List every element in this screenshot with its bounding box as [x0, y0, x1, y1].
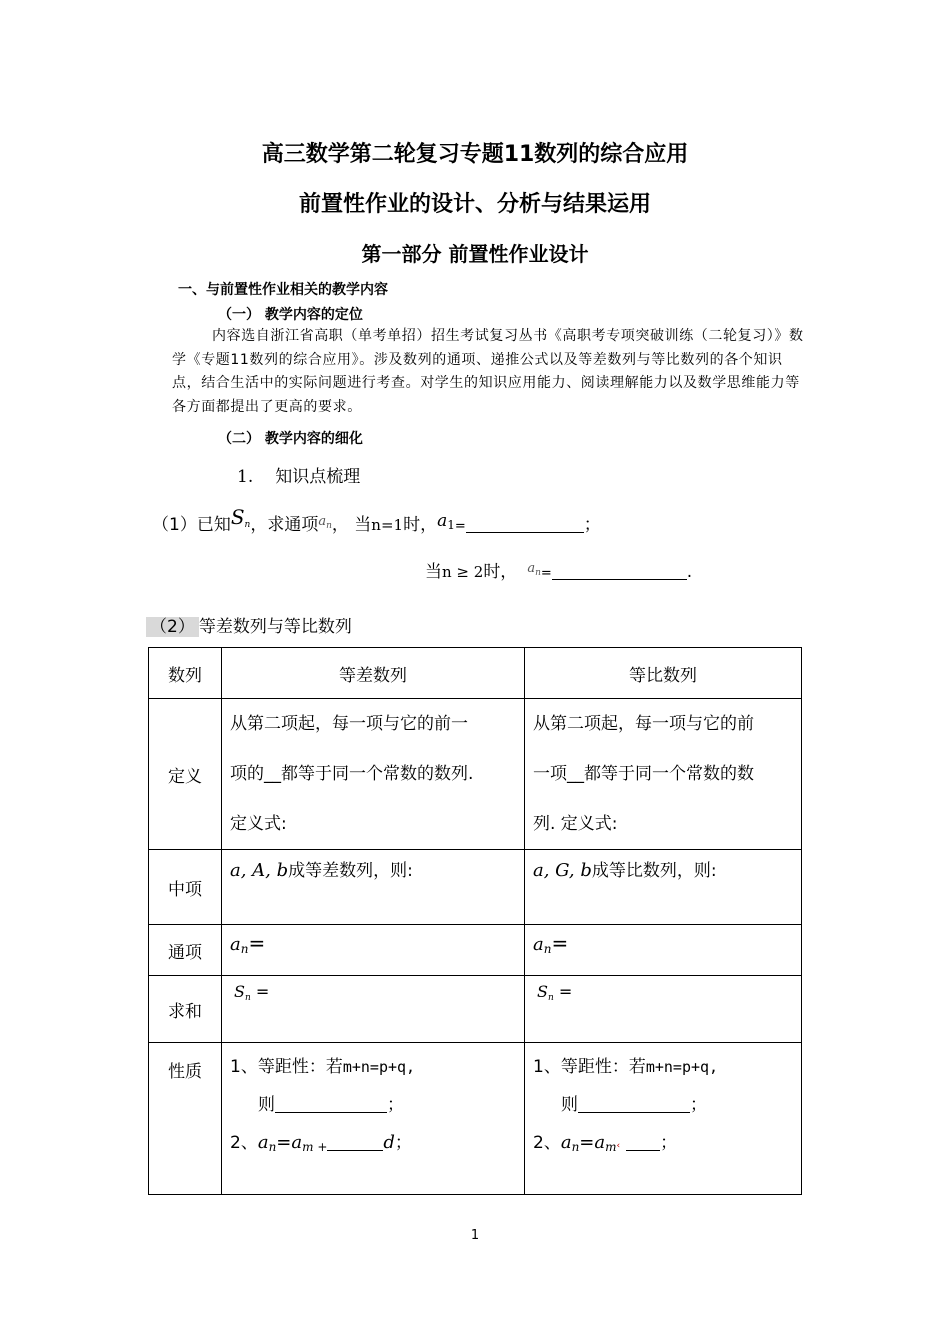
row-label-sum: 求和 [149, 976, 222, 1043]
geo-def-line: 从第二项起，每一项与它的前 [533, 714, 754, 734]
table-header-row [149, 648, 802, 699]
table-row-general-term [149, 925, 802, 976]
header-geometric: 等比数列 [525, 648, 802, 699]
knowledge-number: 1. [237, 467, 254, 487]
geo-def-line: 列. 定义式: [533, 814, 618, 834]
line2-when: 当 [425, 562, 442, 582]
cell-geo-properties [525, 1043, 802, 1195]
equals-sign-2: = [540, 566, 552, 581]
answer-blank-arith-d[interactable] [327, 1134, 383, 1151]
equals-sign: = [454, 519, 466, 534]
line1-end: ； [583, 515, 601, 535]
line1-when: ， 当 [331, 515, 372, 535]
cell-arith-properties [222, 1043, 525, 1195]
geo-mid-text: 成等比数列，则: [591, 861, 717, 881]
answer-blank-geo-prop[interactable] [578, 1096, 690, 1113]
line2-time: 时， [483, 562, 518, 582]
geo-prop-then: 则 ； [561, 1095, 707, 1115]
geo-prop-2: 2、$a_n=a_m‹$ ； [533, 1132, 678, 1154]
arith-prop-1: 1、等距性：若m+n=p+q, [230, 1057, 416, 1077]
cell-arith-middle-term [222, 850, 525, 925]
geo-def-line: 一项__都等于同一个常数的数 [533, 764, 754, 784]
arith-mid-symbols: a, A, b [230, 860, 289, 881]
answer-blank-a1[interactable] [466, 516, 584, 533]
row-label-general-term: 通项 [149, 925, 222, 976]
knowledge-label: 知识点梳理 [275, 467, 361, 487]
cell-arith-general-term: $a_n=$ [222, 925, 525, 976]
answer-blank-an[interactable] [552, 563, 687, 580]
arith-prop-then: 则 ； [258, 1095, 404, 1115]
subsection-heading-positioning: （一） 教学内容的定位 [218, 307, 363, 323]
line1-time: 时， [403, 515, 438, 535]
table-row-properties [149, 1043, 802, 1195]
arith-mid-text: 成等差数列，则: [288, 861, 413, 881]
cell-geo-general-term: $a_n=$ [525, 925, 802, 976]
line2-end: . [686, 562, 693, 582]
cell-geo-definition [525, 699, 802, 850]
cell-arith-sum: $S_n$ = [222, 976, 525, 1043]
an-symbol: an [318, 514, 332, 531]
comparison-table [148, 647, 802, 1195]
condition-n-ge-2: n ≥ 2 [442, 563, 484, 581]
item-number-highlight: （2） [146, 617, 199, 637]
header-sequence: 数列 [149, 648, 222, 699]
geo-prop-1: 1、等距性：若m+n=p+q, [533, 1057, 719, 1077]
document-title: 高三数学第二轮复习专题11数列的综合应用 [261, 142, 689, 167]
an-symbol-2: an [527, 561, 541, 578]
row-label-properties: 性质 [149, 1043, 222, 1195]
sn-symbol: $S_n$ [230, 505, 251, 530]
formula-line-general-term [425, 557, 692, 582]
header-arithmetic: 等差数列 [222, 648, 525, 699]
subsection-heading-refinement: （二） 教学内容的细化 [218, 431, 363, 447]
geo-mid-symbols: a, G, b [533, 860, 592, 881]
cell-arith-definition [222, 699, 525, 850]
cell-geo-middle-term [525, 850, 802, 925]
line1-prefix: （1）已知 [152, 515, 231, 535]
arith-def-line: 项的__都等于同一个常数的数列. [230, 764, 474, 784]
line1-mid: ，求通项 [250, 515, 319, 535]
table-row-definition [149, 699, 802, 850]
answer-blank-geo-q[interactable] [626, 1134, 660, 1151]
table-row-sum [149, 976, 802, 1043]
part-heading: 第一部分 前置性作业设计 [361, 242, 589, 266]
condition-n-equals-1: n=1 [371, 516, 404, 534]
row-label-middle-term: 中项 [149, 850, 222, 925]
row-label-definition: 定义 [149, 699, 222, 850]
page-number: 1 [470, 1228, 480, 1243]
body-paragraph: 内容选自浙江省高职（单考单招）招生考试复习丛书《高职考专项突破训练（二轮复习）》数学《专题11数列的综合应用》。涉及数列的通项、递推公式以及等差数列与等比数列的各个知识点，结合生活中的实际问题进行考查。对学生的知识应用能力、阅读理解能力以及数学思维能力等各方面都提出了更高的要求。 [172, 328, 804, 415]
formula-line-first-term [152, 505, 601, 535]
cell-geo-sum: $S_n$ = [525, 976, 802, 1043]
item-label: 等差数列与等比数列 [198, 617, 352, 637]
subsection-arith-geo [146, 612, 352, 637]
section-heading: 一、与前置性作业相关的教学内容 [178, 282, 388, 298]
knowledge-heading [237, 462, 360, 487]
arith-def-line: 定义式: [230, 814, 287, 834]
a1-symbol: $a_1$ [437, 511, 455, 532]
arith-def-line: 从第二项起，每一项与它的前一 [230, 714, 468, 734]
document-subtitle: 前置性作业的设计、分析与结果运用 [298, 192, 651, 217]
arith-prop-2: 2、$a_n=a_{m +}$ d； [230, 1132, 412, 1154]
answer-blank-arith-prop[interactable] [275, 1096, 387, 1113]
table-row-middle-term [149, 850, 802, 925]
